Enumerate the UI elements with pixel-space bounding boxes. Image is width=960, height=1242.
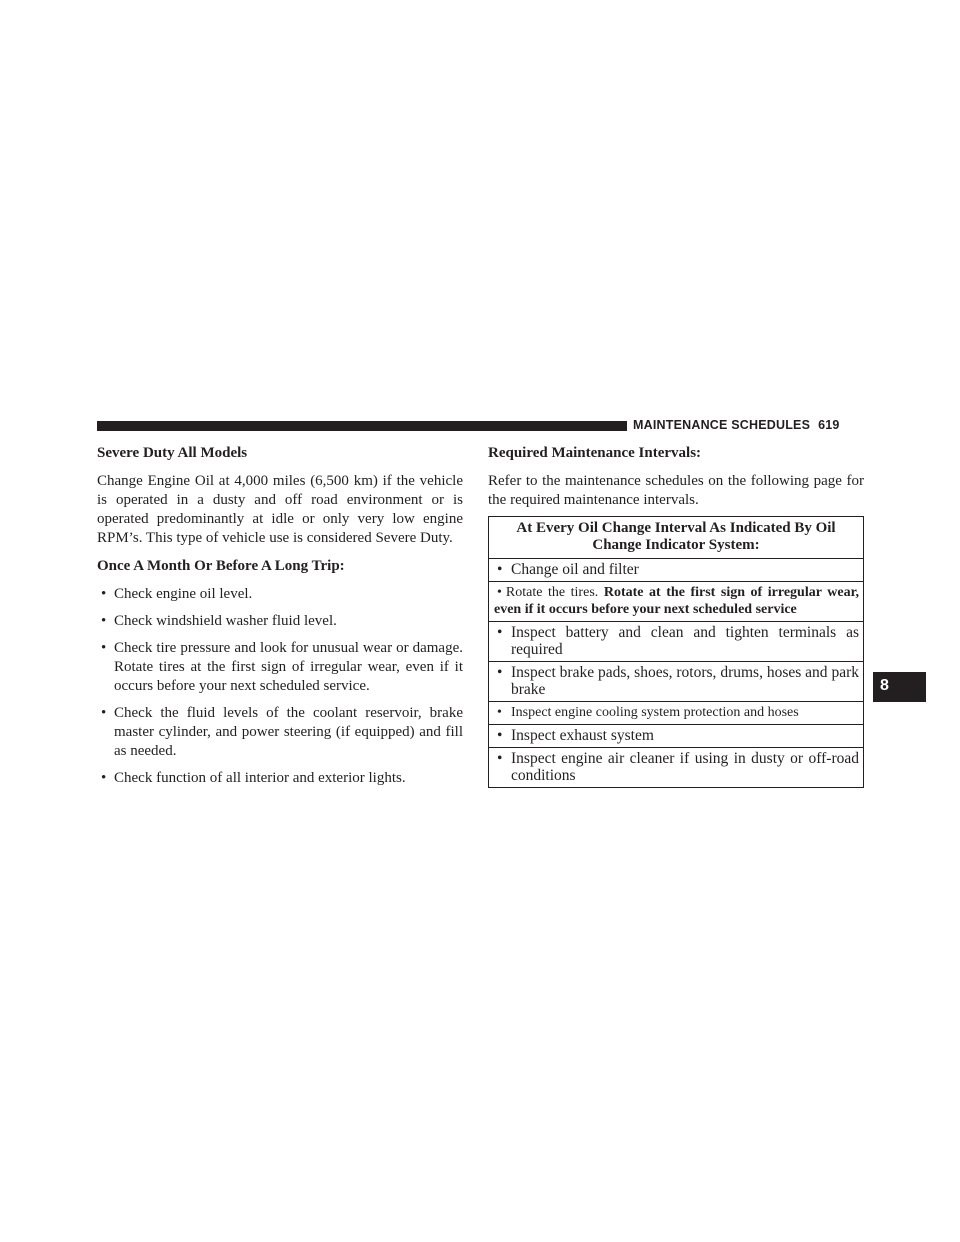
- table-row: • Inspect engine cooling system protection and hoses: [489, 702, 863, 725]
- table-row: • Inspect exhaust system: [489, 725, 863, 748]
- monthly-check-heading: Once A Month Or Before A Long Trip:: [97, 558, 345, 574]
- header-rule: [97, 421, 627, 431]
- intervals-heading: Required Maintenance Intervals:: [488, 445, 702, 461]
- list-item: • Check engine oil level.: [101, 586, 253, 602]
- table-row: • Change oil and filter: [489, 559, 863, 582]
- severe-duty-paragraph: Change Engine Oil at 4,000 miles (6,500 km) if the vehicle is operated in a dusty and off road environment or is operated predominantly at idle or only very low engine RPM’s. This type of vehicle use is considered Severe Duty.: [97, 473, 463, 546]
- bullet-icon: •: [497, 750, 503, 767]
- list-item: • Check the fluid levels of the coolant reservoir, brake master cylinder, and power steering (if equipped) and fill as needed.: [101, 705, 463, 759]
- bullet-icon: •: [497, 727, 503, 744]
- right-column: [488, 444, 864, 788]
- bullet-icon: •: [497, 561, 503, 578]
- list-item: • Check tire pressure and look for unusual wear or damage. Rotate tires at the first sign of irregular wear, even if it occurs before your next scheduled service.: [101, 640, 463, 694]
- bullet-icon: •: [101, 705, 107, 721]
- bullet-icon: •: [101, 770, 107, 786]
- oil-change-table: [488, 516, 864, 788]
- bullet-icon: •: [101, 613, 107, 629]
- bullet-icon: •: [101, 640, 107, 656]
- bullet-icon: •: [497, 705, 502, 720]
- section-tab: [873, 672, 926, 702]
- section-tab-number: 8: [880, 677, 889, 694]
- section-title: MAINTENANCE SCHEDULES: [633, 418, 811, 432]
- table-row: • Inspect battery and clean and tighten terminals as required: [489, 622, 863, 662]
- table-header: At Every Oil Change Interval As Indicated By Oil Change Indicator System:: [489, 517, 863, 559]
- bullet-icon: •: [497, 585, 502, 600]
- list-item: • Check function of all interior and exterior lights.: [101, 770, 406, 786]
- monthly-check-list: [97, 585, 463, 788]
- page-number: 619: [818, 418, 840, 432]
- table-row: • Inspect engine air cleaner if using in dusty or off-road conditions: [497, 750, 859, 784]
- table-row: • Inspect brake pads, shoes, rotors, drums, hoses and park brake: [489, 662, 863, 702]
- bullet-icon: •: [497, 664, 503, 681]
- bullet-icon: •: [497, 624, 503, 641]
- left-column: [97, 444, 463, 796]
- list-item: • Check windshield washer fluid level.: [101, 613, 337, 629]
- running-header: [633, 418, 840, 432]
- bullet-icon: •: [101, 586, 107, 602]
- table-row: • Rotate the tires. Rotate at the first sign of irregular wear, even if it occurs before your next scheduled service: [489, 582, 863, 622]
- severe-duty-heading: Severe Duty All Models: [97, 445, 248, 461]
- intervals-paragraph: Refer to the maintenance schedules on the following page for the required maintenance intervals.: [488, 473, 864, 508]
